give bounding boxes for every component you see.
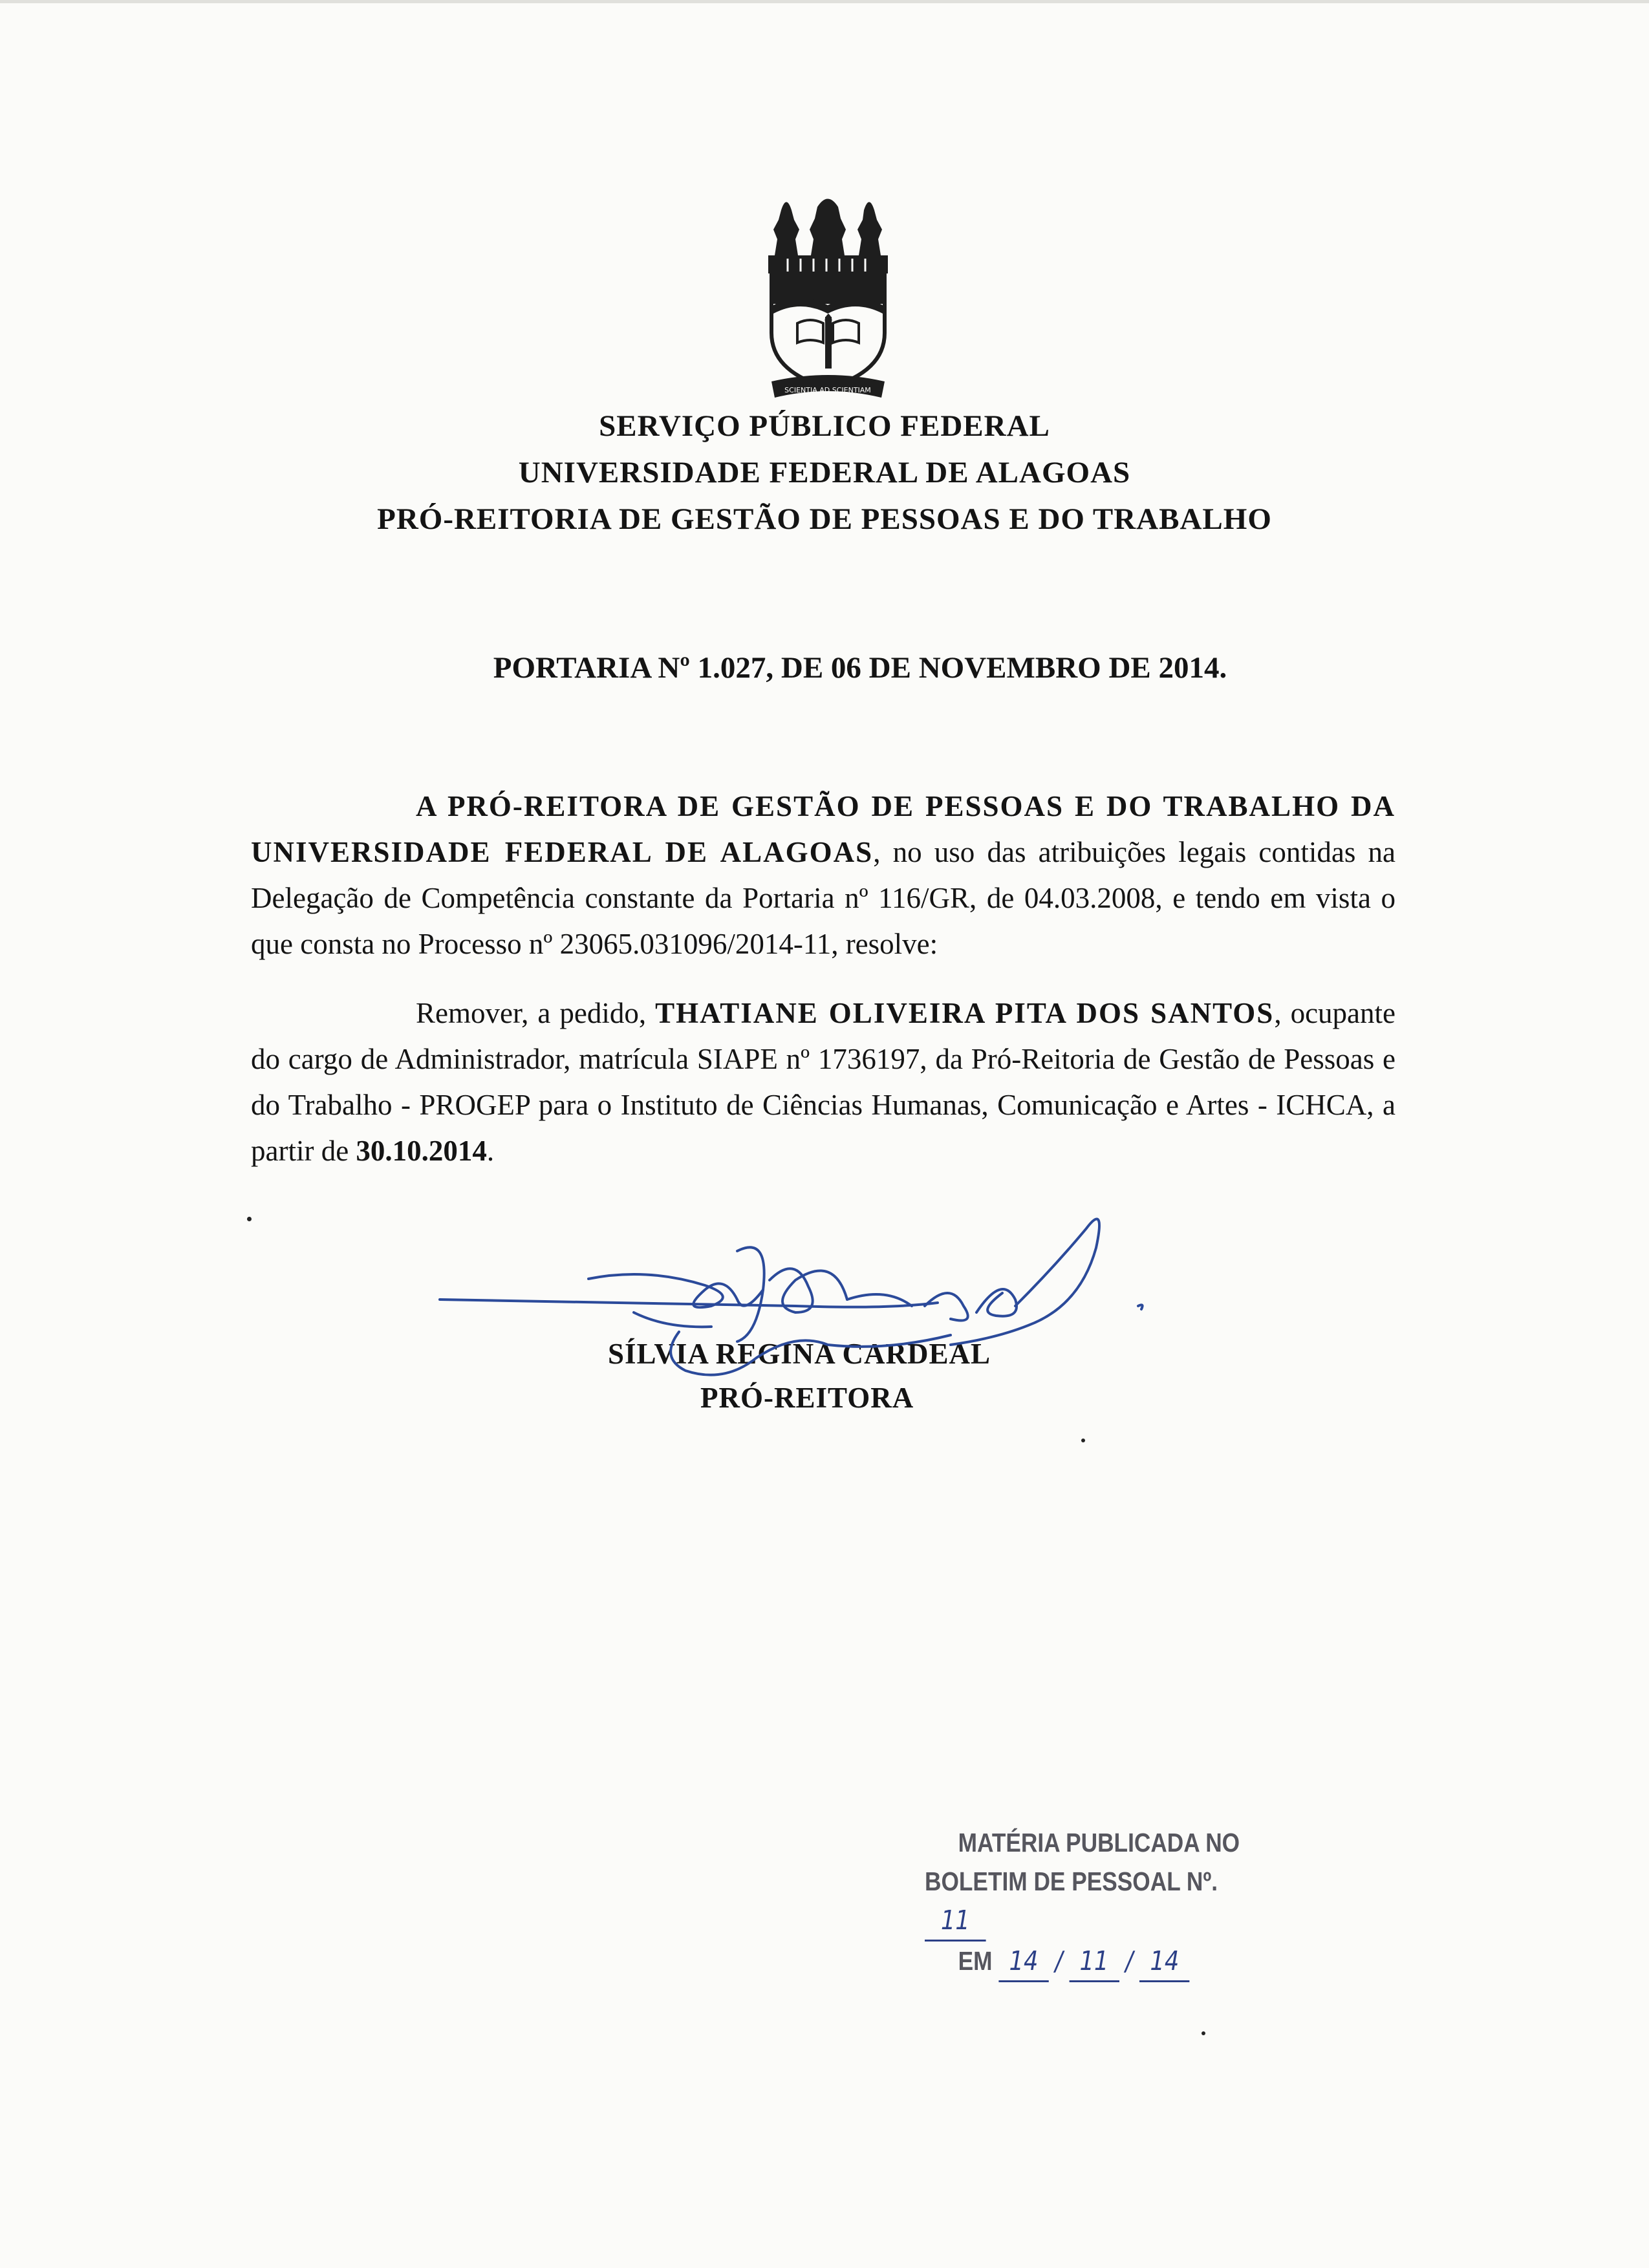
bulletin-number: 11 [925, 1901, 986, 1942]
resolution-text: , ocupante do cargo de Administrador, matrícula SIAPE nº 1736197, da Pró-Reitoria de Gestão de Pessoas e do Trabalho - PROGEP para o Instituto de Ciências Humanas, Comunicação e Artes - ICHCA, a partir de [251, 997, 1396, 1167]
resolution-end: . [486, 1135, 495, 1167]
ordinance-title: PORTARIA Nº 1.027, DE 06 DE NOVEMBRO DE 2014. [493, 651, 1227, 685]
signatory-name: SÍLVIA REGINA CARDEAL [608, 1338, 991, 1370]
header-service: SERVIÇO PÚBLICO FEDERAL [599, 409, 1050, 443]
stray-mark [247, 1217, 252, 1221]
employee-name: THATIANE OLIVEIRA PITA DOS SANTOS [655, 997, 1275, 1029]
effective-date: 30.10.2014 [356, 1135, 487, 1167]
publication-stamp [925, 1823, 1258, 1982]
page-edge [0, 0, 1649, 3]
stamp-date-label: EM [958, 1946, 993, 1976]
preamble-paragraph [251, 784, 1396, 967]
stamp-date-year: 14 [1139, 1942, 1189, 1982]
stamp-line-2 [925, 1862, 1258, 1942]
stamp-line-1: MATÉRIA PUBLICADA NO [958, 1828, 1240, 1857]
university-crest-logo [762, 194, 894, 407]
signatory-role: PRÓ-REITORA [700, 1382, 914, 1414]
stray-mark [1202, 2031, 1205, 2035]
header-department: PRÓ-REITORIA DE GESTÃO DE PESSOAS E DO TRABALHO [377, 502, 1272, 536]
preamble-authority: A PRÓ-REITORA DE GESTÃO DE PESSOAS E DO TRABALHO DA UNIVERSIDADE FEDERAL DE ALAGOAS [251, 790, 1396, 868]
resolution-intro: Remover, a pedido, [416, 997, 656, 1029]
resolution-paragraph [251, 990, 1396, 1174]
stamp-bulletin-label: BOLETIM DE PESSOAL Nº. [925, 1867, 1218, 1896]
stamp-line-3: EM 14 / 11 / 14 [925, 1942, 1258, 1982]
preamble-text: , no uso das atribuições legais contidas na Delegação de Competência constante da Portaria nº 116/GR, de 04.03.2008, e tendo em vista o que consta no Processo nº 23065.031096/2014-11, resolve: [251, 836, 1396, 960]
stamp-date-day: 14 [998, 1942, 1048, 1982]
stamp-date-month: 11 [1069, 1942, 1119, 1982]
handwritten-signature [433, 1177, 1235, 1422]
crest-motto: SCIENTIA AD SCIENTIAM [784, 386, 871, 394]
stray-mark [1081, 1439, 1085, 1442]
header-university: UNIVERSIDADE FEDERAL DE ALAGOAS [518, 456, 1131, 489]
